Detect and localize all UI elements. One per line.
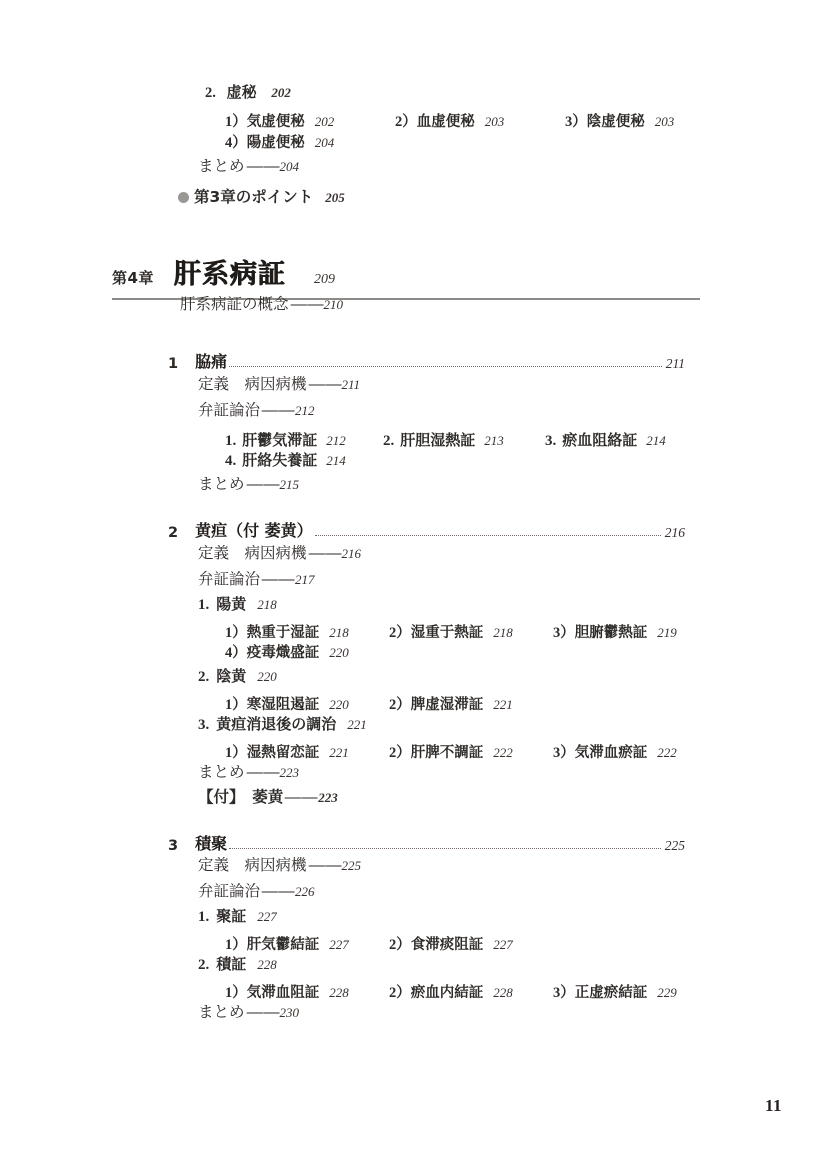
section-heading-1 [168, 349, 685, 372]
chapter-page: 209 [313, 272, 335, 287]
item-number: 2） [389, 745, 411, 761]
dash: —— [284, 788, 318, 806]
dash: —— [245, 157, 279, 175]
item-title: 気滞血阻証 [246, 984, 320, 1001]
item-page: 203 [654, 114, 675, 129]
chapter-label: 第4章 [112, 269, 154, 287]
summary-entry [198, 765, 299, 781]
treatment-entry [198, 403, 315, 419]
item-title: 聚証 [216, 907, 247, 925]
treatment-entry [198, 572, 315, 588]
item-page: 220 [257, 669, 277, 684]
item-page: 214 [326, 453, 346, 468]
item-page: 218 [493, 625, 513, 640]
list-item [389, 741, 513, 762]
item-title: 虚秘 [226, 83, 257, 101]
chapter-heading [112, 252, 700, 300]
treatment-page: 226 [295, 884, 315, 899]
item-number: 1） [225, 745, 247, 761]
list-item [225, 453, 346, 469]
item-page: 203 [484, 114, 505, 129]
chapter-concept-page: 210 [323, 297, 344, 312]
item-title: 正虚瘀結証 [574, 984, 648, 1001]
definition-page: 211 [341, 377, 361, 392]
item-page: 218 [257, 597, 277, 612]
definition-label: 定義 病因病機 [198, 375, 307, 393]
summary-entry [198, 159, 299, 175]
item-title: 瘀血内結証 [410, 984, 484, 1001]
item-page: 228 [329, 985, 349, 1000]
definition-entry [198, 546, 361, 562]
treatment-page: 212 [295, 403, 315, 418]
item-number: 1） [225, 985, 247, 1001]
item-title: 脾虚湿滞証 [410, 696, 484, 713]
item-number: 1） [225, 625, 247, 641]
section-page: 211 [665, 356, 685, 371]
item-title: 肝気鬱結証 [246, 936, 320, 953]
summary-page: 215 [279, 477, 300, 492]
list-item [389, 981, 513, 1002]
item-title: 陽黄 [216, 595, 247, 613]
item-title: 熱重于湿証 [246, 624, 320, 641]
definition-entry [198, 377, 360, 393]
item-number: 2） [389, 985, 411, 1001]
item-number: 3） [553, 985, 575, 1001]
group-heading [198, 909, 277, 925]
item-page: 218 [329, 625, 349, 640]
list-item [383, 429, 504, 450]
item-page: 202 [314, 114, 335, 129]
item-title: 積証 [216, 955, 247, 973]
summary-label: まとめ [198, 1003, 245, 1021]
summary-entry [198, 477, 299, 493]
dash: —— [245, 763, 279, 781]
list-item [225, 110, 334, 131]
item-number: 1） [225, 937, 247, 953]
item-number: 1. [225, 433, 237, 449]
list-item [565, 110, 674, 131]
item-page: 227 [257, 909, 277, 924]
item-page: 222 [657, 745, 677, 760]
item-number: 3） [565, 114, 587, 130]
list-item [553, 741, 677, 762]
list-item [395, 110, 504, 131]
appendix-page: 223 [318, 790, 338, 805]
dot-leader [229, 848, 661, 849]
item-page: 221 [493, 697, 513, 712]
list-item [225, 981, 349, 1002]
item-number: 1） [225, 114, 247, 130]
treatment-page: 217 [295, 572, 315, 587]
item-number: 3） [553, 625, 575, 641]
dot-leader [315, 535, 661, 536]
dash: —— [260, 882, 295, 900]
item-title: 気滞血瘀証 [574, 744, 648, 761]
summary-page: 230 [279, 1005, 300, 1020]
item-title: 肝絡失養証 [242, 451, 318, 469]
section-heading-2 [168, 518, 685, 541]
item-number: 2） [389, 625, 411, 641]
item-number: 2. [198, 669, 210, 685]
item-number: 3） [553, 745, 575, 761]
list-item [389, 693, 513, 714]
chapter-point-entry [178, 190, 345, 206]
list-item [225, 135, 334, 151]
item-number: 2. [198, 957, 210, 973]
dash: —— [307, 856, 341, 874]
section-heading-3 [168, 831, 685, 854]
item-title: 陰虚便秘 [586, 113, 645, 130]
item-title: 黄疸消退後の調治 [216, 715, 337, 733]
item-title: 湿重于熱証 [410, 624, 484, 641]
group-heading [198, 597, 277, 613]
item-title: 胆腑鬱熱証 [574, 624, 648, 641]
definition-entry [198, 858, 361, 874]
definition-page: 225 [341, 858, 362, 873]
dot-leader [229, 366, 662, 367]
summary-entry [198, 1005, 299, 1021]
item-number: 2） [389, 937, 411, 953]
item-title: 血虚便秘 [416, 113, 475, 130]
list-item [389, 933, 513, 954]
item-title: 湿熱留恋証 [246, 744, 320, 761]
item-page: 219 [657, 625, 677, 640]
item-title: 疫毒熾盛証 [246, 644, 320, 661]
item-title: 瘀血阻絡証 [562, 431, 638, 449]
item-title: 気虚便秘 [246, 113, 305, 130]
section-number: 1 [168, 356, 179, 372]
list-item [225, 933, 349, 954]
summary-page: 204 [279, 159, 300, 174]
item-title: 肝鬱気滞証 [242, 431, 318, 449]
item-number: 1） [225, 697, 247, 713]
item-number: 1. [198, 909, 210, 925]
group-heading [198, 669, 277, 685]
list-item [225, 693, 349, 714]
section-page: 225 [664, 838, 685, 853]
definition-label: 定義 病因病機 [198, 856, 307, 874]
item-page: 204 [314, 135, 335, 150]
item-page: 202 [271, 85, 291, 100]
dash: —— [245, 1003, 279, 1021]
list-item [225, 621, 349, 642]
item-title: 陰黄 [216, 667, 247, 685]
summary-label: まとめ [198, 763, 245, 781]
item-page: 229 [657, 985, 677, 1000]
item-title: 陽虚便秘 [246, 134, 305, 151]
list-item [225, 645, 349, 661]
dash: —— [289, 295, 323, 313]
item-page: 228 [257, 957, 277, 972]
item-page: 221 [329, 745, 349, 760]
list-item [225, 741, 349, 762]
group-heading [198, 717, 367, 733]
page-number: 11 [764, 1096, 782, 1115]
dash: —— [260, 570, 295, 588]
filled-circle-bullet-icon [178, 192, 189, 203]
list-item [205, 85, 291, 101]
definition-page: 216 [341, 546, 362, 561]
chapter-title: 肝系病証 [173, 259, 286, 290]
item-number: 4） [225, 645, 247, 661]
treatment-label: 弁証論治 [198, 882, 261, 900]
item-number: 2） [395, 114, 417, 130]
item-title: 寒湿阻遏証 [246, 696, 320, 713]
chapter-concept-entry [180, 297, 343, 313]
definition-label: 定義 病因病機 [198, 544, 307, 562]
chapter-point-page: 205 [325, 190, 345, 205]
treatment-entry [198, 884, 315, 900]
list-item [553, 621, 677, 642]
item-page: 221 [347, 717, 367, 732]
item-number: 4） [225, 135, 247, 151]
item-title: 肝胆湿熱証 [400, 431, 476, 449]
item-number: 2. [205, 85, 216, 101]
item-number: 2） [389, 697, 411, 713]
list-item [389, 621, 513, 642]
item-number: 3. [198, 717, 210, 733]
item-page: 212 [326, 433, 346, 448]
item-page: 213 [484, 433, 504, 448]
item-title: 肝脾不調証 [410, 744, 484, 761]
appendix-label: 【付】 萎黄 [198, 787, 284, 806]
treatment-label: 弁証論治 [198, 570, 261, 588]
treatment-label: 弁証論治 [198, 401, 261, 419]
section-title: 脇痛 [195, 352, 228, 371]
item-title: 食滞痰阻証 [410, 936, 484, 953]
list-item [553, 981, 677, 1002]
section-page: 216 [664, 525, 685, 540]
item-number: 1. [198, 597, 210, 613]
item-number: 3. [545, 433, 557, 449]
list-item [545, 429, 666, 450]
summary-label: まとめ [198, 157, 245, 175]
summary-label: まとめ [198, 475, 245, 493]
item-page: 220 [329, 697, 349, 712]
item-page: 222 [493, 745, 513, 760]
section-title: 積聚 [195, 834, 228, 853]
item-page: 227 [329, 937, 349, 952]
item-page: 214 [646, 433, 666, 448]
item-page: 227 [493, 937, 513, 952]
item-page: 220 [329, 645, 349, 660]
chapter-concept-label: 肝系病証の概念 [180, 295, 289, 313]
section-number: 3 [168, 838, 179, 854]
chapter-point-label: 第3章のポイント [194, 188, 314, 206]
item-page: 228 [493, 985, 513, 1000]
group-heading [198, 957, 277, 973]
item-number: 4. [225, 453, 237, 469]
dash: —— [245, 475, 279, 493]
summary-page: 223 [279, 765, 300, 780]
section-number: 2 [168, 525, 179, 541]
section-title: 黄疸（付 萎黄） [195, 521, 313, 540]
item-number: 2. [383, 433, 395, 449]
dash: —— [260, 401, 295, 419]
dash: —— [307, 544, 341, 562]
appendix-entry [198, 789, 338, 806]
list-item [225, 429, 346, 450]
dash: —— [307, 375, 341, 393]
